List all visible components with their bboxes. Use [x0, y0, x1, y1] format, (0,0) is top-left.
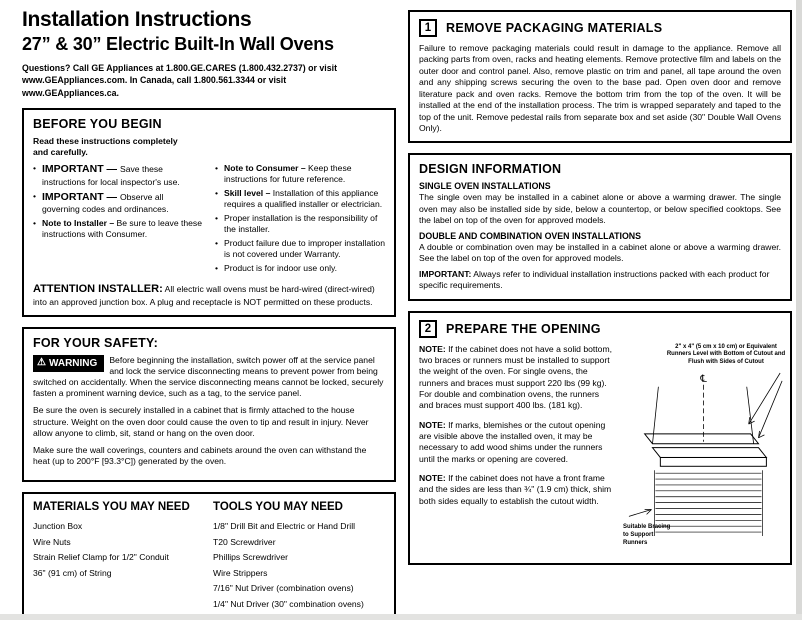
list-item — [215, 213, 385, 235]
left-column — [22, 8, 396, 612]
bullet-columns — [33, 163, 385, 277]
diagram-bracing-label: Suitable Bracing to Support Runners — [623, 524, 671, 546]
item-body: Be sure to leave these instructions with Consumer. — [42, 218, 203, 240]
diagram-runners-label: 2" x 4" (5 cm x 10 cm) or Equivalent Runners Level with Bottom of Cutout and Flush with Sides of Cutout — [666, 343, 786, 366]
step-title: REMOVE PACKAGING MATERIALS — [446, 21, 663, 35]
attention-lead: ATTENTION INSTALLER: — [33, 283, 163, 296]
item-body: Keep these instructions for future reference. — [224, 163, 352, 185]
safety-section — [22, 327, 396, 483]
important-body: Always refer to individual installation instructions packed with each product for specific requirements. — [419, 269, 770, 291]
step2-notes — [419, 344, 613, 556]
prepare-opening-diagram — [623, 344, 787, 556]
section-title: BEFORE YOU BEGIN — [33, 116, 162, 131]
safety-warning-paragraph — [33, 355, 385, 400]
item-text — [42, 163, 203, 187]
note-body: If the cabinet does not have a solid bottom, two braces or runners must be installed to support the weight of the oven. For single ovens, the runners and braces must support 220 lbs (99 kg). For double and combination ovens, the runners and braces must support 400 lbs. (181 kg). — [419, 343, 612, 411]
design-information-section — [408, 153, 792, 300]
bullet-icon: • — [215, 163, 219, 174]
page-edge-right — [796, 0, 802, 620]
materials-column — [33, 501, 201, 614]
item-body: Installation of this appliance requires a qualified installer or electrician. — [224, 188, 383, 210]
item-text — [224, 213, 385, 235]
list-item — [215, 238, 385, 260]
runner-boards — [645, 434, 767, 466]
double-oven-heading: DOUBLE AND COMBINATION OVEN INSTALLATIONS — [419, 230, 642, 241]
single-oven-body: The single oven may be installed in a cabinet alone or above a warming drawer. The single oven may also be installed side by side, below a countertop, or below specified cooktops. See the label on top of the oven for approved models. — [419, 192, 781, 225]
step1-section — [408, 10, 792, 143]
list-item: Strain Relief Clamp for 1/2" Conduit — [33, 552, 169, 563]
important-lead: IMPORTANT: — [419, 269, 472, 280]
item-lead: IMPORTANT — — [42, 190, 120, 203]
materials-title: MATERIALS YOU MAY NEED — [33, 501, 190, 514]
item-text — [224, 163, 385, 185]
warning-label: WARNING — [48, 357, 98, 369]
step-number-badge: 2 — [419, 320, 437, 338]
list-item: Wire Strippers — [213, 567, 268, 578]
double-oven-body: A double or combination oven may be installed in a cabinet alone or above a warming drawer. See the label on top of the oven for approved models. — [419, 241, 781, 264]
item-text — [42, 218, 203, 240]
intro-text: Read these instructions completely and carefully. — [33, 135, 178, 158]
list-item: 1/4" Nut Driver (30" combination ovens) — [213, 598, 364, 609]
item-body: Product is for indoor use only. — [224, 263, 338, 274]
bullet-column-left — [33, 163, 203, 277]
doc-title-line1: Installation Instructions — [22, 8, 252, 31]
list-item: 7/16" Nut Driver (combination ovens) — [213, 583, 354, 594]
attention-installer-note — [33, 282, 385, 307]
document-header — [22, 8, 396, 108]
list-item: Junction Box — [33, 521, 83, 532]
item-body: Save these instructions for local inspector's use. — [42, 164, 180, 187]
list-item — [215, 263, 385, 274]
item-body: Proper installation is the responsibility of the installer. — [224, 213, 378, 235]
safety-para2: Be sure the oven is securely installed in a cabinet that is firmly attached to the house structure. Weight on the oven door could cause the oven to tip and result in injury. Never allow anyone to climb, sit, stand or hang on the oven door. — [33, 405, 369, 438]
bullet-icon: • — [215, 263, 219, 274]
attention-body: All electric wall ovens must be hard-wired (direct-wired) into an approved junction box. A plug and receptacle is NOT permitted on these products. — [33, 284, 375, 307]
step1-body: Failure to remove packaging materials could result in damage to the appliance. Remove all packing parts from oven, racks and heating elements. Remove protective film and labels on the outer door and control panel. Also, remove plastic on trim and panel, all tape around the oven and any shipping screws securing the oven to the base pad. Open oven door and remove literature pack and oven racks. Remove the bottom trim from the top of the oven. It will be installed at the end of the installation process. The trim is wrapped separately and taped to the top of the unit. Remove pedestal rails from separate box and set aside (30" Double Wall Ovens Only). — [419, 43, 781, 133]
safety-para1: Before beginning the installation, switch power off at the service panel and lock the service disconnecting means to prevent power from being switched on accidentally. When the service disconnecting means cannot be locked, securely fasten a prominent warning device, such as a tag, to the service panel. — [33, 354, 384, 399]
item-text — [224, 263, 337, 274]
contact-info: Questions? Call GE Appliances at 1.800.GE.CARES (1.800.432.2737) or visit www.GEAppliances.com. In Canada, call 1.800.561.3344 or visit www.GEAppliances.ca. — [22, 63, 338, 98]
list-item — [215, 163, 385, 185]
note-lead: NOTE: — [419, 473, 449, 484]
item-text — [42, 191, 203, 215]
section-title: FOR YOUR SAFETY: — [33, 335, 158, 350]
bullet-icon: • — [33, 163, 37, 174]
item-lead: IMPORTANT — — [42, 163, 120, 176]
list-item: 36" (91 cm) of String — [33, 567, 112, 578]
doc-title-line2: 27” & 30” Electric Built-In Wall Ovens — [22, 34, 334, 54]
step-number-badge: 1 — [419, 19, 437, 37]
step-header — [419, 19, 781, 37]
centerline — [699, 374, 707, 442]
cutout-sides — [652, 387, 753, 444]
tools-title: TOOLS YOU MAY NEED — [213, 501, 343, 514]
note-paragraph — [419, 344, 613, 412]
design-important-note — [419, 269, 781, 291]
list-item — [215, 188, 385, 210]
item-body: Observe all governing codes and ordinances. — [42, 191, 169, 215]
list-item: Phillips Screwdriver — [213, 552, 288, 563]
list-item — [33, 163, 203, 187]
warning-triangle-icon: ⚠ — [37, 357, 46, 369]
bullet-column-right — [215, 163, 385, 277]
bullet-icon: • — [215, 213, 219, 224]
step2-section — [408, 311, 792, 565]
bullet-icon: • — [215, 238, 219, 249]
item-body: Product failure due to improper installation is not covered under Warranty. — [224, 238, 385, 260]
list-item: Wire Nuts — [33, 536, 71, 547]
warning-badge — [33, 355, 104, 372]
label-arrows — [749, 373, 782, 438]
safety-para3: Make sure the wall coverings, counters and cabinets around the oven can withstand the heat (up to 200°F [93.3°C]) generated by the oven. — [33, 444, 367, 467]
note-paragraph — [419, 420, 613, 465]
note-lead: NOTE: — [419, 343, 449, 354]
step2-columns — [419, 343, 786, 556]
list-item: 1/8" Drill Bit and Electric or Hand Drill — [213, 521, 356, 532]
note-lead: NOTE: — [419, 419, 449, 430]
single-oven-heading: SINGLE OVEN INSTALLATIONS — [419, 181, 551, 192]
item-lead: Skill level – — [224, 188, 273, 199]
item-lead: Note to Installer – — [42, 218, 117, 229]
before-you-begin-section — [22, 108, 396, 317]
materials-tools-columns — [33, 501, 385, 614]
step-header — [419, 320, 781, 338]
page-edge-bottom — [0, 614, 802, 620]
item-lead: Note to Consumer – — [224, 163, 309, 174]
item-text — [224, 238, 385, 260]
note-body: If marks, blemishes or the cutout opening are visible above the installed oven, it may be necessary to add wood shims under the runners until the marks or opening are covered. — [419, 419, 606, 464]
bullet-icon: • — [215, 188, 219, 199]
list-item — [33, 191, 203, 215]
list-item: T20 Screwdriver — [213, 536, 276, 547]
note-body: If the cabinet does not have a front frame and the sides are less than ¾" (1.9 cm) thick, shim both sides equally to establish the cutout width. — [419, 473, 612, 506]
note-paragraph — [419, 473, 613, 507]
right-column — [408, 8, 792, 612]
cutout-diagram — [625, 369, 787, 541]
materials-tools-section — [22, 492, 396, 620]
tools-column — [213, 501, 385, 614]
bullet-icon: • — [33, 218, 37, 229]
bracing-arrow — [629, 509, 652, 516]
section-title: DESIGN INFORMATION — [419, 162, 562, 177]
centerline-symbol: ℄ — [700, 373, 707, 385]
bullet-icon: • — [33, 190, 37, 201]
item-text — [224, 188, 385, 210]
list-item — [33, 218, 203, 240]
step-title: PREPARE THE OPENING — [446, 321, 601, 336]
